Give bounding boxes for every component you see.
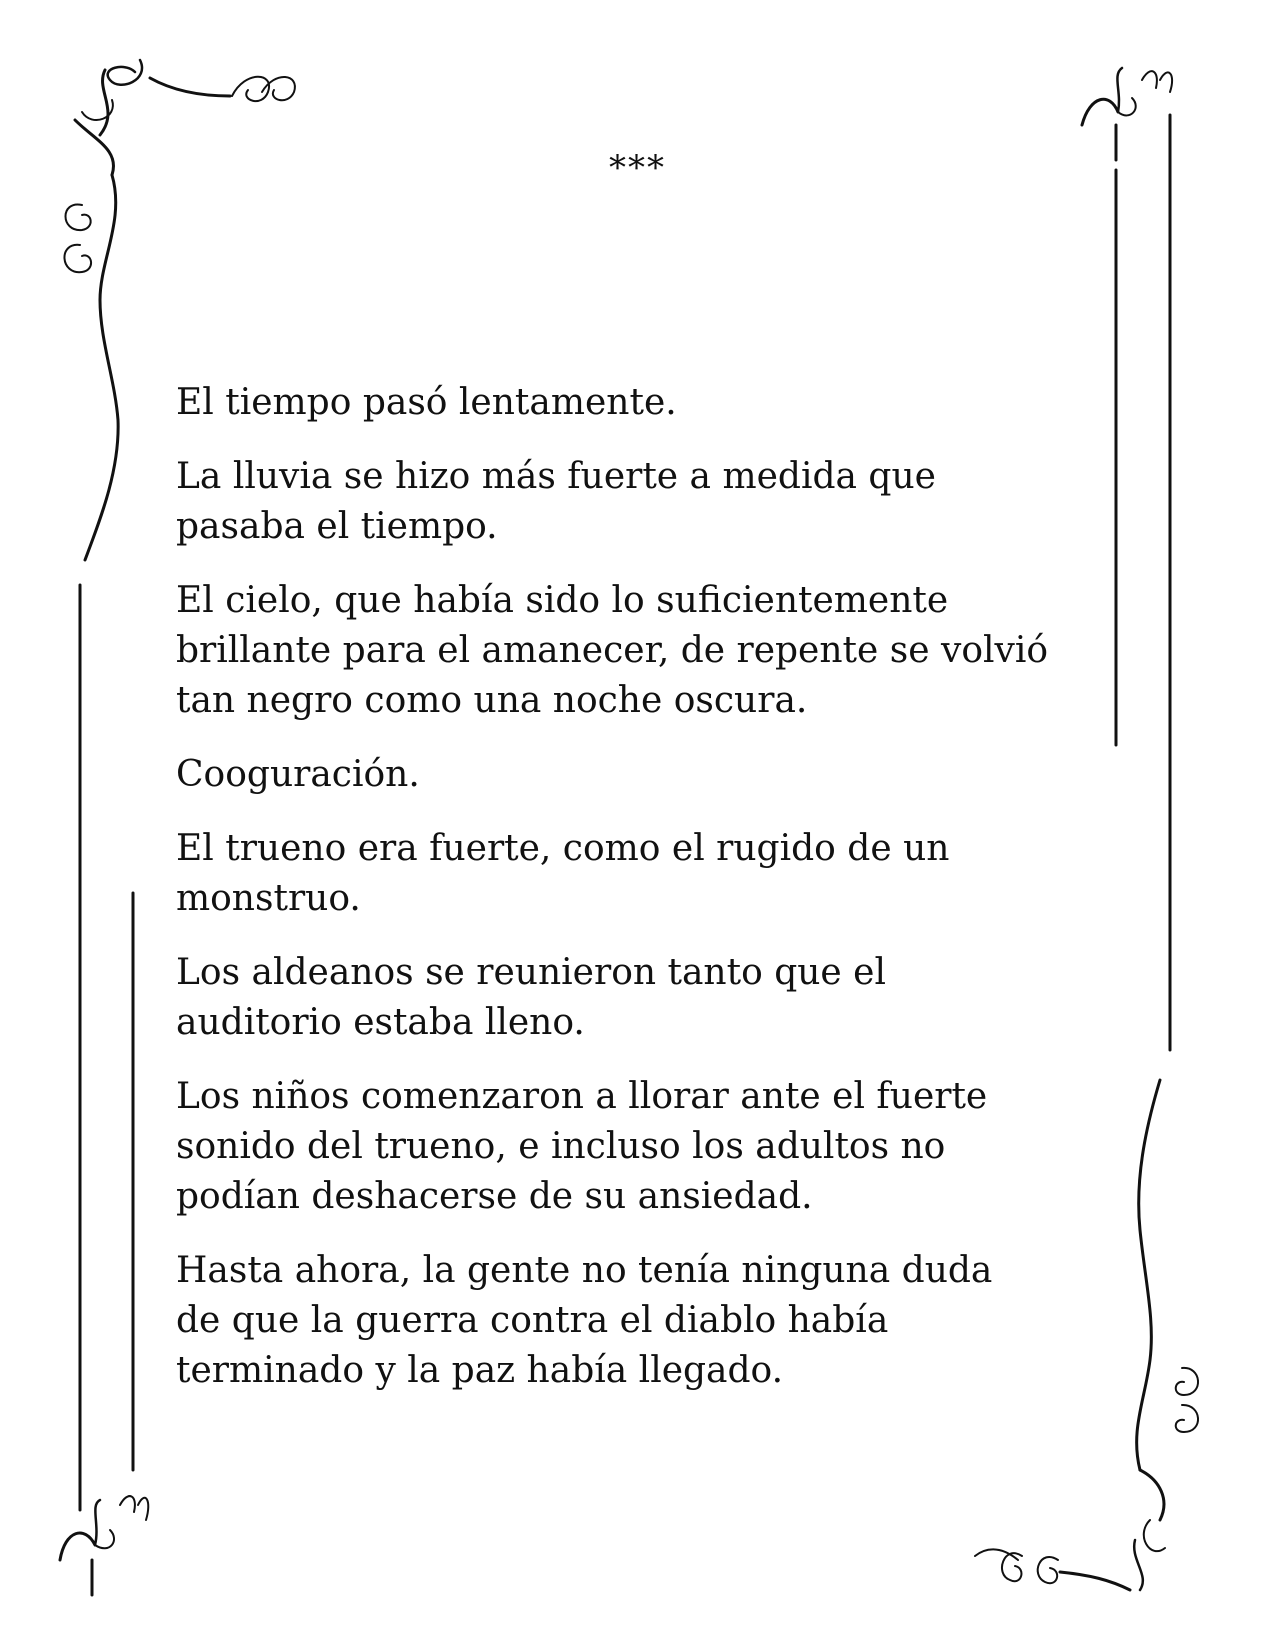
paragraph: El trueno era fuerte, como el rugido de un monstruo.: [176, 828, 950, 919]
corner-flourish-top-right: [1082, 68, 1172, 160]
scene-break-separator: ***: [609, 148, 666, 188]
paragraph: Hasta ahora, la gente no tenía ninguna duda de que la guerra contra el diablo había terminado y la paz había llegado.: [176, 1250, 993, 1391]
paragraph: Los niños comenzaron a llorar ante el fuerte sonido del trueno, e incluso los adultos no podían deshacerse de su ansiedad.: [176, 1076, 988, 1217]
paragraph: El tiempo pasó lentamente.: [176, 382, 677, 423]
paragraph: El cielo, que había sido lo suficientemente brillante para el amanecer, de repente se volvió tan negro como una noche oscura.: [176, 580, 1049, 721]
corner-flourish-bottom-left: [60, 1496, 148, 1595]
paragraph: La lluvia se hizo más fuerte a medida que pasaba el tiempo.: [176, 456, 936, 547]
paragraph: Los aldeanos se reunieron tanto que el auditorio estaba lleno.: [176, 952, 886, 1043]
story-text: [176, 378, 1106, 1420]
paragraph: Cooguración.: [176, 754, 420, 795]
